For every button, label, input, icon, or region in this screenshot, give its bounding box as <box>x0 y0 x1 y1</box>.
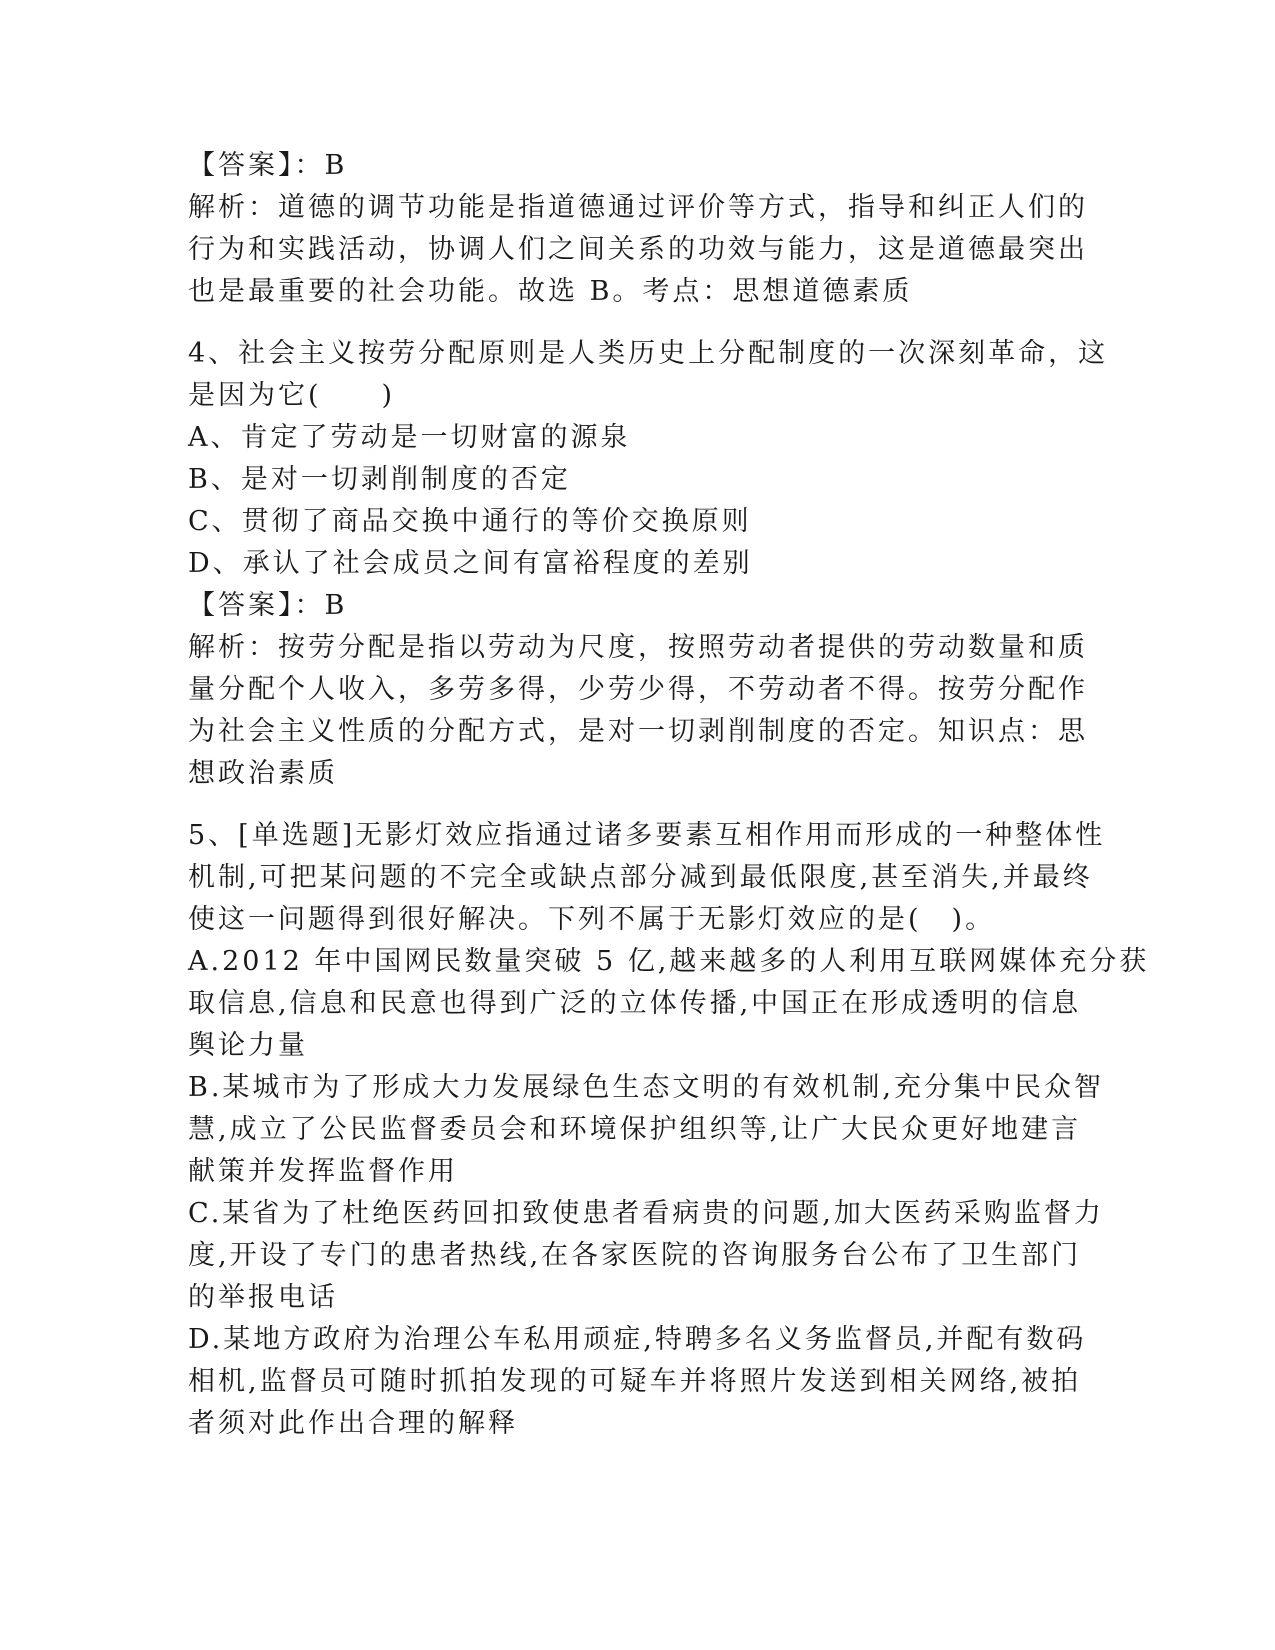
q4-stem-line-1: 4、社会主义按劳分配原则是人类历史上分配制度的一次深刻革命，这 <box>188 338 1109 369</box>
q5-option-b-line-3: 献策并发挥监督作用 <box>188 1156 458 1187</box>
q5-option-c-line-1: C.某省为了杜绝医药回扣致使患者看病贵的问题,加大医药采购监督力 <box>188 1198 1104 1229</box>
q4-analysis-line-3: 为社会主义性质的分配方式，是对一切剥削制度的否定。知识点：思 <box>188 716 1088 747</box>
q3-analysis-line-3: 也是最重要的社会功能。故选 B。考点：思想道德素质 <box>188 276 913 307</box>
q3-answer-block <box>188 145 1088 313</box>
q5-option-b <box>188 1067 1105 1193</box>
q4-option-c: C、贯彻了商品交换中通行的等价交换原则 <box>188 506 752 537</box>
q4-option-b: B、是对一切剥削制度的否定 <box>188 464 571 495</box>
question-4 <box>188 333 1109 795</box>
q4-option-a: A、肯定了劳动是一切财富的源泉 <box>188 422 631 453</box>
q4-option-d: D、承认了社会成员之间有富裕程度的差别 <box>188 548 753 579</box>
q4-answer: 【答案】：B <box>188 590 348 621</box>
q5-option-d-line-2: 相机,监督员可随时抓拍发现的可疑车并将照片发送到相关网络,被拍 <box>188 1366 1082 1397</box>
q5-stem-line-3: 使这一问题得到很好解决。下列不属于无影灯效应的是( )。 <box>188 904 996 935</box>
q3-answer: 【答案】：B <box>188 150 348 181</box>
q5-option-a-line-2: 取信息,信息和民意也得到广泛的立体传播,中国正在形成透明的信息 <box>188 988 1082 1019</box>
q4-analysis-line-4: 想政治素质 <box>188 758 338 789</box>
q3-analysis-line-2: 行为和实践活动，协调人们之间关系的功效与能力，这是道德最突出 <box>188 234 1088 265</box>
q5-option-d-line-1: D.某地方政府为治理公车私用顽症,特聘多名义务监督员,并配有数码 <box>188 1324 1087 1355</box>
q5-option-b-line-1: B.某城市为了形成大力发展绿色生态文明的有效机制,充分集中民众智 <box>188 1072 1105 1103</box>
q5-option-c <box>188 1193 1104 1319</box>
q3-analysis-line-1: 解析：道德的调节功能是指道德通过评价等方式，指导和纠正人们的 <box>188 192 1088 223</box>
q5-option-d-line-3: 者须对此作出合理的解释 <box>188 1408 518 1439</box>
q4-stem-line-2: 是因为它( ) <box>188 380 396 411</box>
question-5 <box>188 815 1150 1445</box>
q5-option-c-line-3: 的举报电话 <box>188 1282 338 1313</box>
q5-option-c-line-2: 度,开设了专门的患者热线,在各家医院的咨询服务台公布了卫生部门 <box>188 1240 1082 1271</box>
q5-option-d <box>188 1319 1088 1445</box>
q5-stem-line-1: 5、[单选题]无影灯效应指通过诸多要素互相作用而形成的一种整体性 <box>188 820 1106 851</box>
q5-option-a-line-3: 舆论力量 <box>188 1030 308 1061</box>
q5-option-a <box>188 941 1150 1067</box>
document-page <box>188 145 1150 1445</box>
q5-stem-line-2: 机制,可把某问题的不完全或缺点部分减到最低限度,甚至消失,并最终 <box>188 862 1093 893</box>
q5-option-b-line-2: 慧,成立了公民监督委员会和环境保护组织等,让广大民众更好地建言 <box>188 1114 1082 1145</box>
q4-analysis-line-1: 解析：按劳分配是指以劳动为尺度，按照劳动者提供的劳动数量和质 <box>188 632 1088 663</box>
q5-option-a-line-1: A.2012 年中国网民数量突破 5 亿,越来越多的人利用互联网媒体充分获 <box>188 946 1150 977</box>
q4-analysis-line-2: 量分配个人收入，多劳多得，少劳少得，不劳动者不得。按劳分配作 <box>188 674 1088 705</box>
